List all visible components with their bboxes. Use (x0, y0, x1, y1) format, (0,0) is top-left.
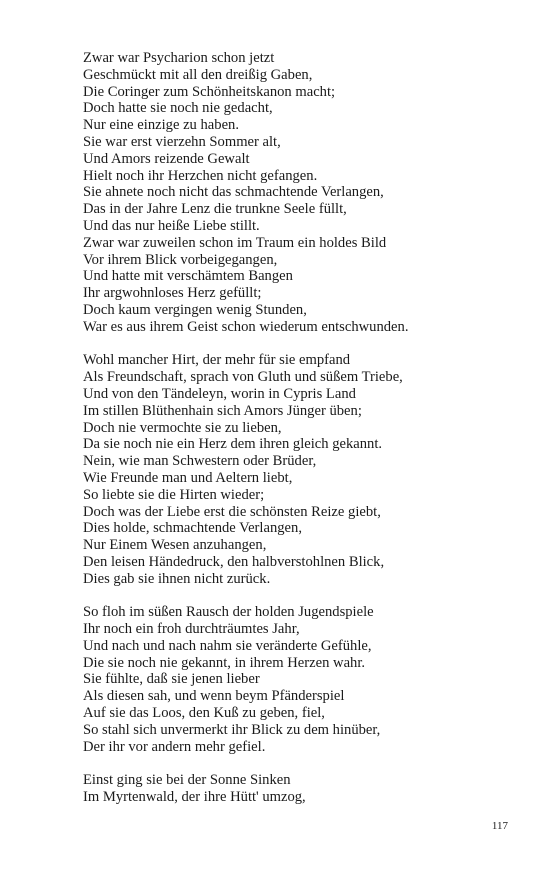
poem-line: Im Myrtenwald, der ihre Hütt' umzog, (83, 789, 306, 806)
stanza (83, 772, 523, 806)
poem-line: Sie fühlte, daß sie jenen lieber (83, 671, 260, 688)
poem-line: Hielt noch ihr Herzchen nicht gefangen. (83, 167, 318, 184)
poem-line: Nur Einem Wesen anzuhangen, (83, 537, 267, 554)
poem-line: Im stillen Blüthenhain sich Amors Jünger üben; (83, 402, 362, 419)
poem-line: Die Coringer zum Schönheitskanon macht; (83, 83, 336, 100)
poem-line: Vor ihrem Blick vorbeigegangen, (83, 251, 278, 268)
poem-line: Ihr noch ein froh durchträumtes Jahr, (83, 621, 300, 638)
poem-line: Doch kaum vergingen wenig Stunden, (83, 301, 307, 318)
poem-line: Nur eine einzige zu haben. (83, 117, 239, 134)
poem-line: Da sie noch nie ein Herz dem ihren gleich gekannt. (83, 436, 383, 453)
poem-line: Und nach und nach nahm sie veränderte Gefühle, (83, 637, 372, 654)
poem-line: Der ihr vor andern mehr gefiel. (83, 738, 266, 755)
poem-line: Als Freundschaft, sprach von Gluth und süßem Triebe, (83, 369, 403, 386)
poem-line: So stahl sich unvermerkt ihr Blick zu dem hinüber, (83, 721, 381, 738)
poem-line: Einst ging sie bei der Sonne Sinken (83, 772, 291, 789)
poem-line: Und hatte mit verschämtem Bangen (83, 268, 293, 285)
poem-line: Nein, wie man Schwestern oder Brüder, (83, 453, 317, 470)
poem-line: Dies gab sie ihnen nicht zurück. (83, 570, 271, 587)
poem-line: Zwar war Psycharion schon jetzt (83, 50, 275, 66)
poem-line: Doch was der Liebe erst die schönsten Reize giebt, (83, 503, 381, 520)
poem-line: Als diesen sah, und wenn beym Pfänderspiel (83, 688, 345, 705)
stanza (83, 50, 523, 336)
poem-line: Die sie noch nie gekannt, in ihrem Herzen wahr. (83, 654, 366, 671)
stanza (83, 352, 523, 587)
poem-line: Sie war erst vierzehn Sommer alt, (83, 133, 281, 150)
poem-line: So liebte sie die Hirten wieder; (83, 486, 265, 503)
poem-line: Und von den Tändeleyn, worin in Cypris Land (83, 385, 356, 402)
poem-line: Den leisen Händedruck, den halbverstohlnen Blick, (83, 553, 385, 570)
poem-line: Und das nur heiße Liebe stillt. (83, 217, 260, 234)
page-number: 117 (491, 820, 508, 832)
poem-line: Doch hatte sie noch nie gedacht, (83, 100, 273, 117)
poem-line: Zwar war zuweilen schon im Traum ein holdes Bild (83, 234, 387, 251)
poem-line: So floh im süßen Rausch der holden Jugendspiele (83, 604, 374, 621)
poem-line: Doch nie vermochte sie zu lieben, (83, 419, 282, 436)
poem-line: Sie ahnete noch nicht das schmachtende Verlangen, (83, 184, 384, 201)
poem-line: Auf sie das Loos, den Kuß zu geben, fiel, (83, 705, 325, 722)
poem-line: Ihr argwohnloses Herz gefüllt; (83, 285, 262, 302)
poem-line: Das in der Jahre Lenz die trunkne Seele füllt, (83, 201, 347, 218)
poem-line: War es aus ihrem Geist schon wiederum entschwunden. (83, 318, 409, 335)
poem-text (83, 50, 523, 823)
poem-line: Dies holde, schmachtende Verlangen, (83, 520, 302, 537)
stanza (83, 604, 523, 755)
poem-line: Geschmückt mit all den dreißig Gaben, (83, 66, 313, 83)
poem-line: Wie Freunde man und Aeltern liebt, (83, 469, 293, 486)
poem-line: Wohl mancher Hirt, der mehr für sie empfand (83, 352, 351, 369)
poem-line: Und Amors reizende Gewalt (83, 150, 250, 167)
